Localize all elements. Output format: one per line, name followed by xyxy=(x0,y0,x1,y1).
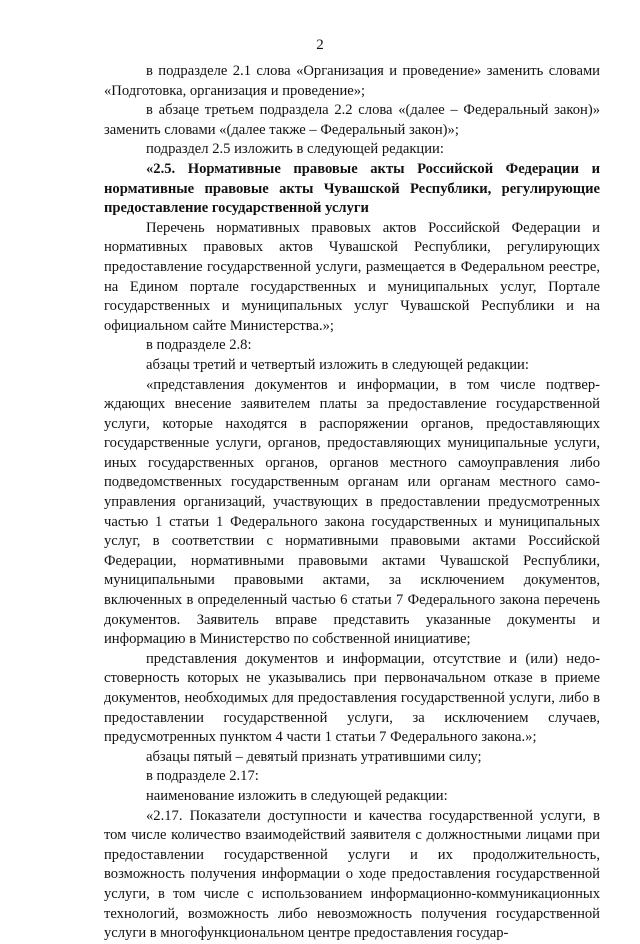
paragraph-8: «представления документов и информации, в том числе подтверждающих внесение заявителем платы за предоставление государственной услуги, которые находятся в распоряжении органов, предоставляющих государственные услуги, органов, предоставляющих муниципальные услуги, иных государственных органов, органов местного самоуправления либо подведомственных государственным органам или органам местного самоуправления организаций, участвующих в предоставлении предусмотренных частью 1 статьи 1 Федерального закона государственных и муниципальных услуг, в соответствии с нормативными правовыми актами Российской Федерации, нормативными правовыми актами Чувашской Республики, муниципальными правовыми актами, за исключением документов, включенных в определенный частью 6 статьи 7 Федерального закона перечень документов. Заявитель вправе представить указанные документы и информацию в Министерство по собственной инициативе; xyxy=(104,376,600,648)
page-number: 2 xyxy=(316,37,324,53)
document-body xyxy=(104,62,600,944)
paragraph-1: в подразделе 2.1 слова «Организация и проведение» заменить словами «Подготовка, организация и проведение»; xyxy=(104,63,600,99)
paragraph-6: в подразделе 2.8: xyxy=(146,337,252,354)
section-heading-2-5: «2.5. Нормативные правовые акты Российской Федерации и нормативные правовые акты Чувашской Республики, регулирующие предоставление государственной услуги xyxy=(104,160,600,217)
paragraph-2: в абзаце третьем подраздела 2.2 слова «(далее – Федеральный закон)» заменить словами «(далее также – Федеральный закон)»; xyxy=(104,102,600,138)
paragraph-9: представления документов и информации, отсутствие и (или) недостоверность которых не указывались при первоначальном отказе в приеме документов, необходимых для предоставления государственной услуги, либо в предоставлении государственной услуги, за исключением случаев, предусмотренных пунктом 4 части 1 статьи 7 Федерального закона.»; xyxy=(104,650,600,746)
paragraph-10: абзацы пятый – девятый признать утратившими силу; xyxy=(146,748,482,765)
paragraph-11: в подразделе 2.17: xyxy=(146,768,259,785)
paragraph-7: абзацы третий и четвертый изложить в следующей редакции: xyxy=(146,356,529,373)
paragraph-12: наименование изложить в следующей редакции: xyxy=(146,787,448,804)
paragraph-13: «2.17. Показатели доступности и качества государственной услуги, в том числе количество взаимодействий заявителя с должностными лицами при предоставлении государственной услуги и их продолжительность, возможность получения информации о ходе предоставления государственной услуги, в том числе с использованием информационно-коммуникационных технологий, возможность либо невозможность получения государственной услуги в многофункциональном центре предоставления государ- xyxy=(104,807,600,942)
paragraph-3: подраздел 2.5 изложить в следующей редакции: xyxy=(146,141,444,158)
paragraph-5: Перечень нормативных правовых актов Российской Федерации и нормативных правовых актов Чувашской Республики, регулирующих предоставление государственной услуги, размещается в Федеральном реестре, на Едином портале государственных и муниципальных услуг, Портале государственных и муниципальных услуг Чувашской Республики и на официальном сайте Министерства.»; xyxy=(104,219,600,334)
